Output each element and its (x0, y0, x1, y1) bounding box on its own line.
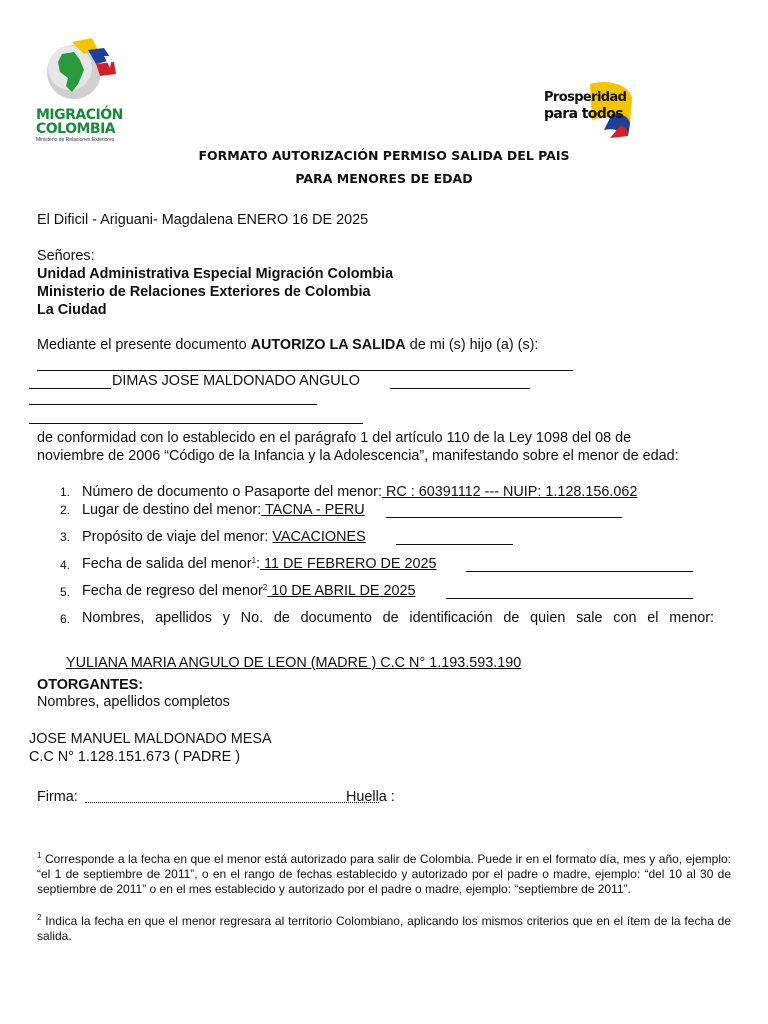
item-2-value: TACNA - PERU (261, 502, 365, 518)
footnote-1 (37, 852, 731, 897)
item-5 (82, 582, 416, 600)
item-1-value: RC : 60391112 --- NUIP: 1.128.156.062 (381, 484, 638, 500)
item-2-number: 2. (60, 503, 71, 517)
footnote-1-text: Corresponde a la fecha en que el menor está autorizado para salir de Colombia. Puede ir en el formato día, mes y año, ejemplo: “el 1 de septiembre de 2011”, o en el rango de fechas establecido y autorizado por el padre o madre, ejemplo: “del 10 al 30 de septiembre de 2011” o en el mes establecido y autorizado por el padre o madre, ejemplo: “septiembre de 2011”. (37, 852, 731, 896)
item-5-value: 10 DE ABRIL DE 2025 (267, 583, 416, 599)
authorization-intro (37, 336, 538, 354)
recipient-line2: Ministerio de Relaciones Exteriores de Colombia (37, 284, 371, 300)
document-title-line1: FORMATO AUTORIZACIÓN PERMISO SALIDA DEL PAIS (198, 148, 570, 163)
item-5-number: 5. (60, 585, 71, 599)
item-3 (82, 528, 366, 546)
logo-text-line2: COLOMBIA (36, 121, 116, 137)
huella-label: Huella : (346, 789, 395, 805)
intro-bold: AUTORIZO LA SALIDA (250, 337, 406, 353)
logo-subtext: Ministerio de Relaciones Exteriores (36, 137, 115, 143)
item-5-underline (446, 598, 693, 599)
child-name: DIMAS JOSE MALDONADO ANGULO (112, 373, 360, 389)
item-5-footnote-mark: 2 (262, 583, 268, 592)
document-title-line2: PARA MENORES DE EDAD (295, 171, 473, 186)
item-4-value: 11 DE FEBRERO DE 2025 (260, 556, 437, 572)
grantors-subtitle: Nombres, apellidos completos (37, 694, 230, 710)
item-2-label: Lugar de destino del menor: (82, 502, 262, 518)
recipient-line3: La Ciudad (37, 302, 107, 318)
conformity-line2: noviembre de 2006 “Código de la Infancia y la Adolescencia”, manifestando sobre el menor de edad: (37, 448, 679, 464)
grantor-id: C.C N° 1.128.151.673 ( PADRE ) (29, 749, 241, 765)
conformity-line1: de conformidad con lo establecido en el parágrafo 1 del artículo 110 de la Ley 1098 del 08 de (37, 430, 632, 446)
item-3-number: 3. (60, 530, 71, 544)
item-3-value: VACACIONES (272, 529, 366, 545)
logo-prosperidad-line2: para todos (544, 106, 623, 122)
logo-prosperidad-line1: Prosperidad (544, 90, 627, 105)
intro-before: Mediante el presente documento (37, 337, 251, 353)
item-1 (82, 483, 637, 501)
footnote-2-text: Indica la fecha en que el menor regresara al territorio Colombiano, aplicando los mismos criterios que en el ítem de la fecha de salida. (37, 914, 731, 943)
footnote-2-mark: 2 (37, 913, 42, 922)
companion-info: YULIANA MARIA ANGULO DE LEON (MADRE ) C.C N° 1.193.593.190 (66, 655, 522, 671)
grantor-name: JOSE MANUEL MALDONADO MESA (29, 731, 272, 747)
globe-icon (34, 34, 134, 114)
item-1-label: Número de documento o Pasaporte del menor: (82, 484, 382, 500)
recipient-line1: Unidad Administrativa Especial Migración Colombia (37, 266, 394, 282)
child-name-underline-right (390, 388, 530, 389)
item-1-number: 1. (60, 485, 71, 499)
intro-after: de mi (s) hijo (a) (s): (405, 337, 539, 353)
item-4-label: Fecha de salida del menor (82, 556, 252, 572)
blank-line-3 (29, 423, 363, 424)
firma-label: Firma: (37, 789, 78, 805)
logo-text-line1: MIGRACIÓN (36, 107, 123, 123)
item-4-number: 4. (60, 558, 71, 572)
item-3-underline (396, 544, 513, 545)
item-2-underline (386, 517, 622, 518)
child-name-underline-left (29, 388, 111, 389)
footnote-2 (37, 914, 731, 944)
item-5-label: Fecha de regreso del menor (82, 583, 263, 599)
blank-line-1 (37, 370, 573, 371)
migracion-colombia-logo (34, 34, 134, 144)
prosperidad-logo (540, 78, 640, 138)
item-6-label: Nombres, apellidos y No. de documento de identificación de quien sale con el menor: (82, 610, 714, 626)
signature-line[interactable] (85, 802, 379, 803)
item-4 (82, 555, 437, 573)
grantors-title: OTORGANTES: (37, 677, 144, 693)
item-3-label: Propósito de viaje del menor: (82, 529, 273, 545)
item-4-colon: : (256, 556, 261, 572)
place-date: El Dificil - Ariguani- Magdalena ENERO 16 DE 2025 (37, 212, 369, 228)
item-6-number: 6. (60, 612, 71, 626)
blank-line-2 (29, 404, 317, 405)
item-4-footnote-mark: 1 (251, 556, 257, 565)
salutation: Señores: (37, 248, 95, 264)
item-4-underline (466, 571, 693, 572)
item-2 (82, 501, 365, 519)
footnote-1-mark: 1 (37, 851, 42, 860)
